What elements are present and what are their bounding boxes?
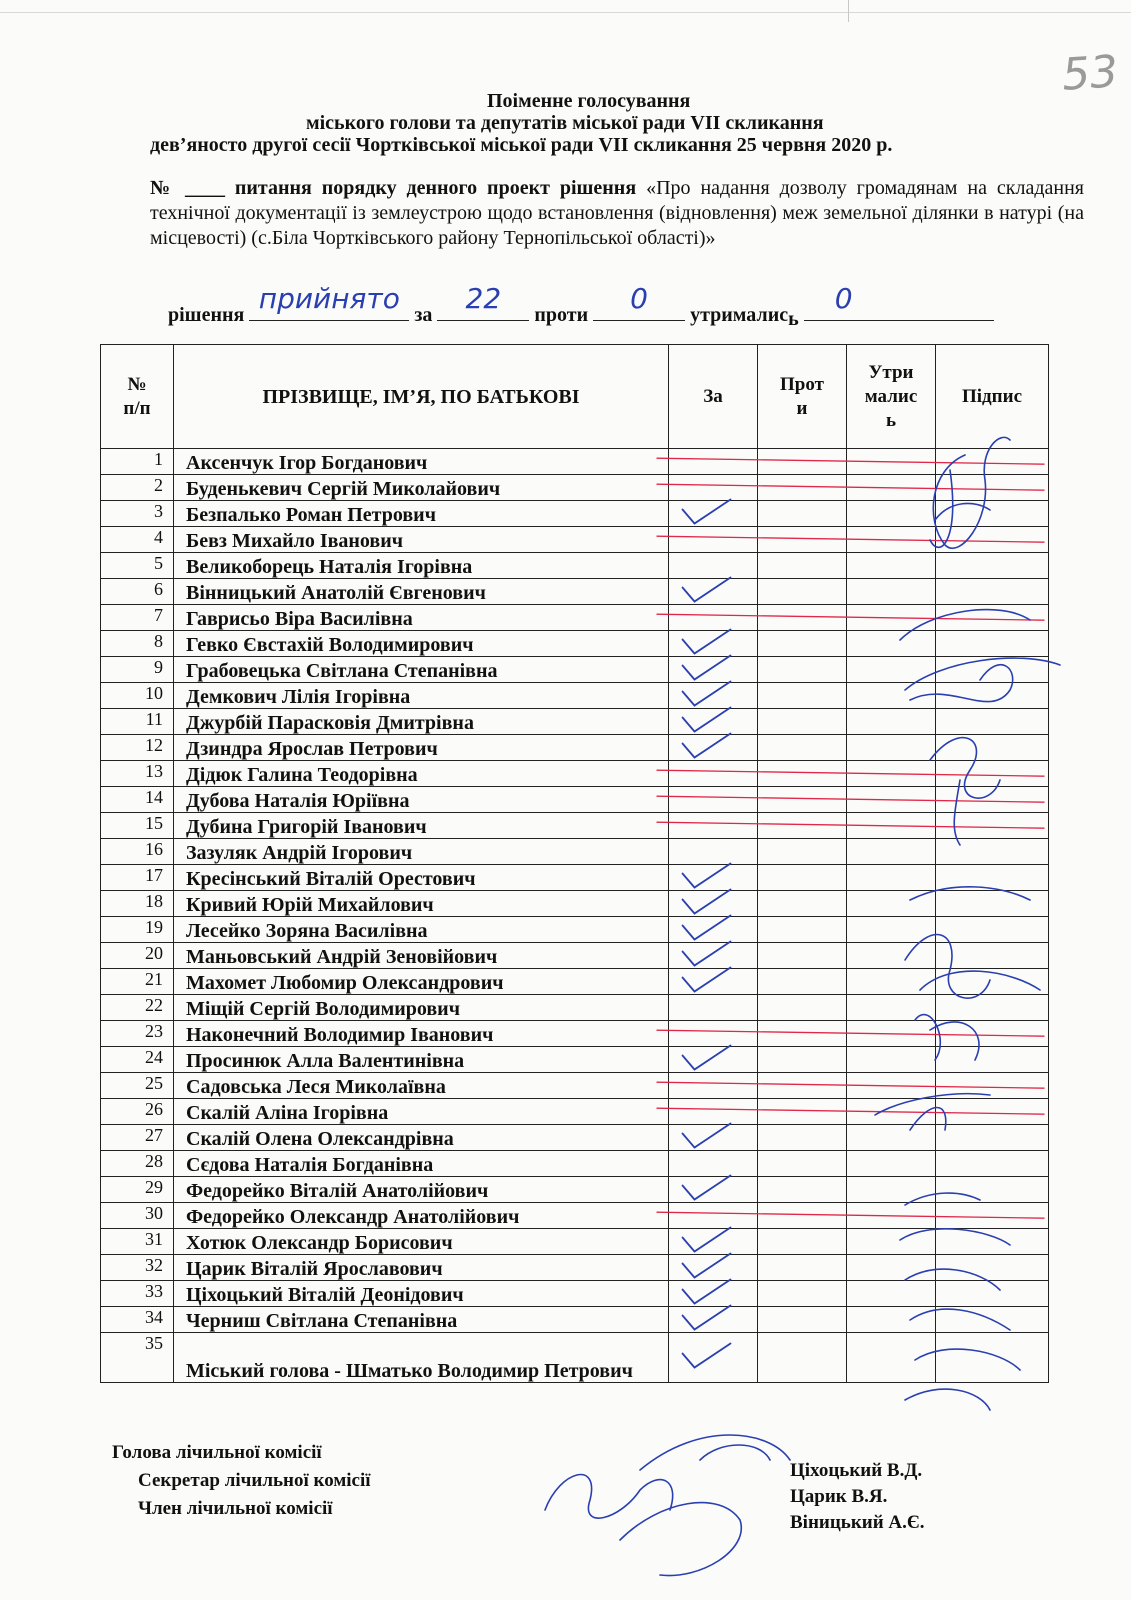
vote-abstain-cell — [847, 579, 936, 605]
vote-for-cell — [669, 891, 758, 917]
row-number: 9 — [101, 657, 174, 683]
signature-cell — [936, 735, 1049, 761]
vote-against-cell — [758, 657, 847, 683]
signature-cell — [936, 891, 1049, 917]
row-number: 22 — [101, 995, 174, 1021]
vote-abstain-cell — [847, 813, 936, 839]
vote-against-cell — [758, 475, 847, 501]
vote-against-cell — [758, 683, 847, 709]
vote-abstain-cell — [847, 1021, 936, 1047]
row-number: 11 — [101, 709, 174, 735]
vote-against-cell — [758, 1333, 847, 1383]
row-number: 4 — [101, 527, 174, 553]
table-row — [101, 449, 1049, 475]
vote-abstain-cell — [847, 865, 936, 891]
vote-against-cell — [758, 995, 847, 1021]
deputy-name: Кривий Юрій Михайлович — [174, 891, 669, 917]
table-row — [101, 1099, 1049, 1125]
vote-abstain-cell — [847, 1307, 936, 1333]
vote-against-cell — [758, 1021, 847, 1047]
decision-label: рішення — [168, 304, 245, 326]
vote-for-cell — [669, 1073, 758, 1099]
vote-abstain-cell — [847, 891, 936, 917]
signature-cell — [936, 1255, 1049, 1281]
vote-abstain-cell — [847, 839, 936, 865]
abstain-count-field — [804, 282, 994, 321]
vote-abstain-cell — [847, 969, 936, 995]
deputy-name: Черниш Світлана Степанівна — [174, 1307, 669, 1333]
row-number: 6 — [101, 579, 174, 605]
page-number: 53 — [1060, 46, 1120, 101]
row-number: 15 — [101, 813, 174, 839]
row-number: 23 — [101, 1021, 174, 1047]
signature-cell — [936, 865, 1049, 891]
row-number: 1 — [101, 449, 174, 475]
decision-line — [168, 282, 994, 330]
vote-against-cell — [758, 1281, 847, 1307]
row-number: 33 — [101, 1281, 174, 1307]
deputy-name: Скалій Аліна Ігорівна — [174, 1099, 669, 1125]
row-number: 17 — [101, 865, 174, 891]
for-count-handwritten: 22 — [465, 282, 502, 315]
vote-abstain-cell — [847, 449, 936, 475]
signature-cell — [936, 969, 1049, 995]
row-number: 32 — [101, 1255, 174, 1281]
vote-abstain-cell — [847, 917, 936, 943]
session-line: дев’яносто другої сесії Чортківської міської ради VII скликання 25 червня 2020 р. — [150, 134, 893, 156]
vote-for-cell — [669, 865, 758, 891]
question-text — [150, 176, 1084, 251]
signature-cell — [936, 943, 1049, 969]
vote-against-cell — [758, 1229, 847, 1255]
vote-against-cell — [758, 943, 847, 969]
question-body: «Про надання дозволу громадянам на складання технічної документації із землеустрою щодо встановлення (відновлення) меж земельної ділянки в натурі (на місцевості) (с.Біла Чортківського району Тернопільської області)» — [150, 177, 1084, 249]
vote-abstain-cell — [847, 995, 936, 1021]
vote-for-cell — [669, 1151, 758, 1177]
secretary-name: Царик В.Я. — [790, 1486, 888, 1507]
table-row — [101, 943, 1049, 969]
header-num: № п/п — [101, 345, 174, 449]
row-number: 16 — [101, 839, 174, 865]
vote-against-cell — [758, 1073, 847, 1099]
signature-cell — [936, 1229, 1049, 1255]
question-prefix: № ____ питання порядку денного проект рішення — [150, 177, 637, 199]
signature-cell — [936, 657, 1049, 683]
deputy-name: Федорейко Олександр Анатолійович — [174, 1203, 669, 1229]
table-row — [101, 839, 1049, 865]
deputy-name: Міський голова - Шматько Володимир Петрович — [174, 1333, 669, 1383]
row-number: 26 — [101, 1099, 174, 1125]
vote-for-cell — [669, 657, 758, 683]
vote-for-cell — [669, 1229, 758, 1255]
table-row — [101, 631, 1049, 657]
table-row — [101, 579, 1049, 605]
deputy-name: Сєдова Наталія Богданівна — [174, 1151, 669, 1177]
row-number: 34 — [101, 1307, 174, 1333]
vote-against-cell — [758, 501, 847, 527]
header-name: ПРІЗВИЩЕ, ІМ’Я, ПО БАТЬКОВІ — [174, 345, 669, 449]
vote-against-cell — [758, 579, 847, 605]
vote-for-cell — [669, 1203, 758, 1229]
vote-for-cell — [669, 1333, 758, 1383]
row-number: 2 — [101, 475, 174, 501]
row-number: 10 — [101, 683, 174, 709]
signature-cell — [936, 839, 1049, 865]
row-number: 19 — [101, 917, 174, 943]
member-label: Член лічильної комісії — [138, 1498, 333, 1519]
signature-commission — [545, 1435, 790, 1576]
deputy-name: Ціхоцький Віталій Деонідович — [174, 1281, 669, 1307]
row-number: 31 — [101, 1229, 174, 1255]
deputy-name: Великоборець Наталія Ігорівна — [174, 553, 669, 579]
header-signature: Підпис — [936, 345, 1049, 449]
table-row — [101, 1203, 1049, 1229]
row-number: 8 — [101, 631, 174, 657]
deputy-name: Скалій Олена Олександрівна — [174, 1125, 669, 1151]
deputy-name: Демкович Лілія Ігорівна — [174, 683, 669, 709]
deputy-name: Зазуляк Андрій Ігорович — [174, 839, 669, 865]
signature-cell — [936, 683, 1049, 709]
vote-for-cell — [669, 787, 758, 813]
vote-abstain-cell — [847, 1151, 936, 1177]
chair-label: Голова лічильної комісії — [112, 1442, 322, 1463]
vote-against-cell — [758, 605, 847, 631]
signature-cell — [936, 631, 1049, 657]
vote-abstain-cell — [847, 735, 936, 761]
vote-for-cell — [669, 1099, 758, 1125]
table-header-row — [101, 345, 1049, 449]
deputy-name: Грабовецька Світлана Степанівна — [174, 657, 669, 683]
vote-against-cell — [758, 631, 847, 657]
row-number: 3 — [101, 501, 174, 527]
vote-for-cell — [669, 917, 758, 943]
signature-cell — [936, 1125, 1049, 1151]
table-row — [101, 995, 1049, 1021]
header-for: За — [669, 345, 758, 449]
vote-for-cell — [669, 475, 758, 501]
deputy-name: Вінницький Анатолій Євгенович — [174, 579, 669, 605]
signature-cell — [936, 605, 1049, 631]
table-row — [101, 1047, 1049, 1073]
vote-abstain-cell — [847, 501, 936, 527]
decision-result-handwritten: прийнято — [258, 282, 400, 315]
vote-against-cell — [758, 449, 847, 475]
vote-for-cell — [669, 553, 758, 579]
vote-abstain-cell — [847, 657, 936, 683]
vote-for-cell — [669, 1021, 758, 1047]
vote-abstain-cell — [847, 1203, 936, 1229]
vote-for-cell — [669, 683, 758, 709]
vote-abstain-cell — [847, 1125, 936, 1151]
vote-abstain-cell — [847, 1073, 936, 1099]
secretary-label: Секретар лічильної комісії — [138, 1470, 371, 1491]
table-row — [101, 527, 1049, 553]
vote-against-cell — [758, 891, 847, 917]
vote-against-cell — [758, 1151, 847, 1177]
signature-cell — [936, 1099, 1049, 1125]
deputy-name: Буденькевич Сергій Миколайович — [174, 475, 669, 501]
table-row — [101, 891, 1049, 917]
deputy-name: Гевко Євстахій Володимирович — [174, 631, 669, 657]
row-number: 14 — [101, 787, 174, 813]
signature-cell — [936, 475, 1049, 501]
vote-abstain-cell — [847, 1099, 936, 1125]
signature-cell — [936, 1281, 1049, 1307]
table-row — [101, 553, 1049, 579]
vote-against-cell — [758, 527, 847, 553]
deputy-name: Царик Віталій Ярославович — [174, 1255, 669, 1281]
vote-against-cell — [758, 1047, 847, 1073]
vote-against-cell — [758, 969, 847, 995]
vote-for-cell — [669, 579, 758, 605]
against-count-field — [593, 282, 685, 321]
vote-against-cell — [758, 787, 847, 813]
abstain-count-handwritten: 0 — [834, 282, 853, 315]
table-row — [101, 501, 1049, 527]
doc-subtitle: міського голови та депутатів міської ради VII скликання — [306, 112, 824, 134]
table-row — [101, 813, 1049, 839]
vote-for-cell — [669, 969, 758, 995]
chair-name: Ціхоцький В.Д. — [790, 1460, 923, 1481]
vote-against-cell — [758, 553, 847, 579]
deputy-name: Кресінський Віталій Орестович — [174, 865, 669, 891]
table-row — [101, 917, 1049, 943]
table-row — [101, 735, 1049, 761]
vote-against-cell — [758, 1125, 847, 1151]
signature-cell — [936, 761, 1049, 787]
signature-cell — [936, 1047, 1049, 1073]
scan-top-edge-mark — [848, 0, 849, 22]
vote-for-cell — [669, 839, 758, 865]
signature-cell — [936, 579, 1049, 605]
deputy-name: Аксенчук Ігор Богданович — [174, 449, 669, 475]
vote-abstain-cell — [847, 761, 936, 787]
deputy-name: Лесейко Зоряна Василівна — [174, 917, 669, 943]
table-row — [101, 969, 1049, 995]
vote-for-cell — [669, 995, 758, 1021]
table-row — [101, 761, 1049, 787]
table-row — [101, 657, 1049, 683]
vote-abstain-cell — [847, 787, 936, 813]
table-row — [101, 475, 1049, 501]
signature-cell — [936, 553, 1049, 579]
signature-cell — [936, 995, 1049, 1021]
vote-abstain-cell — [847, 683, 936, 709]
vote-against-cell — [758, 813, 847, 839]
vote-for-cell — [669, 1047, 758, 1073]
vote-against-cell — [758, 839, 847, 865]
vote-for-cell — [669, 1177, 758, 1203]
signature-cell — [936, 1073, 1049, 1099]
table-row — [101, 1333, 1049, 1383]
scan-top-edge — [0, 12, 1131, 19]
vote-abstain-cell — [847, 605, 936, 631]
table-row — [101, 1125, 1049, 1151]
vote-for-cell — [669, 761, 758, 787]
vote-against-cell — [758, 1255, 847, 1281]
row-number: 20 — [101, 943, 174, 969]
vote-for-cell — [669, 1125, 758, 1151]
table-row — [101, 1177, 1049, 1203]
deputy-name: Дубова Наталія Юріївна — [174, 787, 669, 813]
row-number: 21 — [101, 969, 174, 995]
table-row — [101, 1307, 1049, 1333]
deputy-name: Хотюк Олександр Борисович — [174, 1229, 669, 1255]
vote-against-cell — [758, 917, 847, 943]
deputy-name: Дубина Григорій Іванович — [174, 813, 669, 839]
row-number: 12 — [101, 735, 174, 761]
vote-abstain-cell — [847, 943, 936, 969]
signature-cell — [936, 527, 1049, 553]
deputy-name: Безпалько Роман Петрович — [174, 501, 669, 527]
vote-for-cell — [669, 527, 758, 553]
table-row — [101, 1021, 1049, 1047]
signature-cell — [936, 501, 1049, 527]
signature-cell — [936, 1307, 1049, 1333]
vote-abstain-cell — [847, 1255, 936, 1281]
vote-abstain-cell — [847, 1047, 936, 1073]
vote-table-body — [101, 449, 1049, 1383]
row-number: 29 — [101, 1177, 174, 1203]
row-number: 27 — [101, 1125, 174, 1151]
deputy-name: Наконечний Володимир Іванович — [174, 1021, 669, 1047]
for-count-field — [437, 282, 529, 321]
vote-against-cell — [758, 1203, 847, 1229]
vote-against-cell — [758, 1099, 847, 1125]
against-label: проти — [534, 304, 589, 326]
row-number: 28 — [101, 1151, 174, 1177]
signature-cell — [936, 1151, 1049, 1177]
table-row — [101, 1281, 1049, 1307]
vote-abstain-cell — [847, 475, 936, 501]
table-row — [101, 1073, 1049, 1099]
vote-abstain-cell — [847, 709, 936, 735]
table-row — [101, 865, 1049, 891]
vote-table — [100, 344, 1049, 1383]
signature-cell — [936, 1333, 1049, 1383]
vote-for-cell — [669, 605, 758, 631]
table-row — [101, 787, 1049, 813]
deputy-name: Просинюк Алла Валентинівна — [174, 1047, 669, 1073]
table-row — [101, 709, 1049, 735]
table-row — [101, 683, 1049, 709]
vote-for-cell — [669, 1307, 758, 1333]
vote-for-cell — [669, 1255, 758, 1281]
deputy-name: Дзиндра Ярослав Петрович — [174, 735, 669, 761]
vote-for-cell — [669, 1281, 758, 1307]
deputy-name: Джурбій Парасковія Дмитрівна — [174, 709, 669, 735]
row-number: 35 — [101, 1333, 174, 1383]
vote-against-cell — [758, 709, 847, 735]
signature-cell — [936, 787, 1049, 813]
deputy-name: Міщій Сергій Володимирович — [174, 995, 669, 1021]
table-row — [101, 1255, 1049, 1281]
table-row — [101, 1229, 1049, 1255]
deputy-name: Дідюк Галина Теодорівна — [174, 761, 669, 787]
deputy-name: Гаврисьо Віра Василівна — [174, 605, 669, 631]
deputy-name: Садовська Леся Миколаївна — [174, 1073, 669, 1099]
signature-cell — [936, 1203, 1049, 1229]
signature-cell — [936, 449, 1049, 475]
row-number: 24 — [101, 1047, 174, 1073]
abstain-label: утримались — [690, 304, 799, 330]
vote-for-cell — [669, 813, 758, 839]
signature-cell — [936, 709, 1049, 735]
vote-abstain-cell — [847, 1177, 936, 1203]
table-row — [101, 605, 1049, 631]
row-number: 13 — [101, 761, 174, 787]
vote-against-cell — [758, 1307, 847, 1333]
vote-for-cell — [669, 631, 758, 657]
for-label: за — [414, 304, 433, 326]
vote-for-cell — [669, 449, 758, 475]
row-number: 30 — [101, 1203, 174, 1229]
row-number: 18 — [101, 891, 174, 917]
vote-against-cell — [758, 865, 847, 891]
signature-cell — [936, 1021, 1049, 1047]
table-row — [101, 1151, 1049, 1177]
row-number: 25 — [101, 1073, 174, 1099]
decision-result-field — [249, 282, 409, 321]
vote-for-cell — [669, 709, 758, 735]
vote-abstain-cell — [847, 1333, 936, 1383]
vote-abstain-cell — [847, 553, 936, 579]
vote-abstain-cell — [847, 1229, 936, 1255]
vote-for-cell — [669, 501, 758, 527]
vote-against-cell — [758, 761, 847, 787]
vote-for-cell — [669, 735, 758, 761]
row-number: 7 — [101, 605, 174, 631]
vote-abstain-cell — [847, 631, 936, 657]
deputy-name: Федорейко Віталій Анатолійович — [174, 1177, 669, 1203]
signature-cell — [936, 813, 1049, 839]
row-number: 5 — [101, 553, 174, 579]
header-against: Прот и — [758, 345, 847, 449]
header-abstain: Утри малис ь — [847, 345, 936, 449]
deputy-name: Махомет Любомир Олександрович — [174, 969, 669, 995]
doc-title: Поіменне голосування — [487, 90, 691, 112]
vote-against-cell — [758, 1177, 847, 1203]
deputy-name: Маньовський Андрій Зеновійович — [174, 943, 669, 969]
signature-cell — [936, 917, 1049, 943]
vote-abstain-cell — [847, 527, 936, 553]
member-name: Віницький А.Є. — [790, 1512, 925, 1533]
vote-for-cell — [669, 943, 758, 969]
signature-cell — [936, 1177, 1049, 1203]
vote-against-cell — [758, 735, 847, 761]
deputy-name: Бевз Михайло Іванович — [174, 527, 669, 553]
vote-abstain-cell — [847, 1281, 936, 1307]
against-count-handwritten: 0 — [630, 282, 648, 315]
